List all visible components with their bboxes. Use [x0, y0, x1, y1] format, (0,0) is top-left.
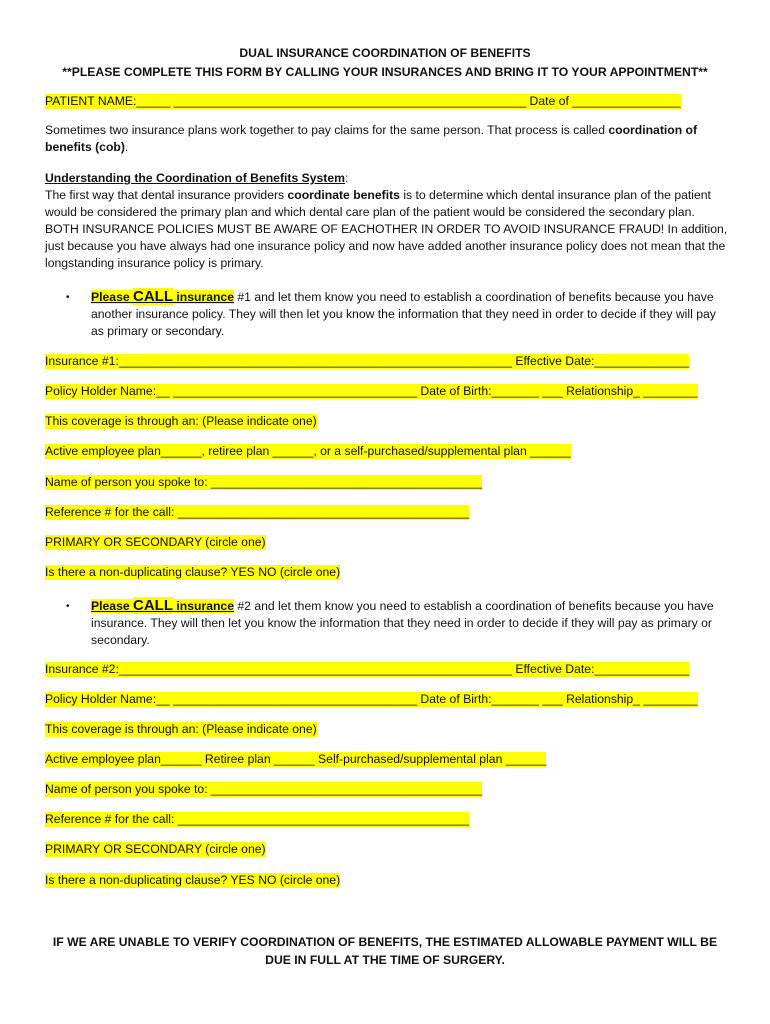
- understanding-colon: :: [344, 171, 349, 185]
- policy-holder2-field[interactable]: Policy Holder Name:__ ____________________________________ Date of Birth:_______ ___ Relationship_ ________: [45, 692, 698, 706]
- section2-instruction-text: #2 and let them know you need to establish a coordination of benefits because you have insurance. They will then let you know the information that they need in order to decide if they will pay as primary or secondary.: [91, 599, 714, 647]
- spoke-to1-field[interactable]: Name of person you spoke to: ________________________________________: [45, 475, 483, 489]
- coverage2-label: This coverage is through an: (Please indicate one): [45, 722, 317, 736]
- intro-text: Sometimes two insurance plans work together to pay claims for the same person. That process is called: [45, 123, 609, 137]
- bullet-icon: •: [66, 292, 70, 303]
- insurance1-field[interactable]: Insurance #1:__________________________________________________________ Effective Date:______________: [45, 354, 690, 368]
- section1-insurance: insurance: [173, 290, 234, 304]
- intro-paragraph: [45, 122, 730, 156]
- section2-please: Please: [91, 599, 134, 613]
- section1-instruction-text: #1 and let them know you need to establish a coordination of benefits because you have another insurance policy. They will then let you know the information that they need in order to decide if they will pay as primary or secondary.: [91, 290, 716, 338]
- section2-insurance: insurance: [173, 599, 234, 613]
- section2-instruction: [91, 597, 716, 649]
- primary-secondary2-field[interactable]: PRIMARY OR SECONDARY (circle one): [45, 842, 266, 856]
- understanding-section: [45, 170, 730, 272]
- understanding-heading: Understanding the Coordination of Benefits System: [45, 171, 345, 185]
- understanding-text-rest: is to determine which dental insurance plan of the patient would be considered the primary plan and which dental care plan of the patient would be considered the secondary plan. BOTH INSURANCE POLICIES MUST BE AWARE OF EACHOTHER IN ORDER TO AVOID INSURANCE FRAUD! In addition, just because you have always had one insurance policy and now have added another insurance policy does not mean that the longstanding insurance policy is primary.: [45, 188, 728, 270]
- intro-end: .: [124, 140, 129, 154]
- form-subtitle: **PLEASE COMPLETE THIS FORM BY CALLING YOUR INSURANCES AND BRING IT TO YOUR APPOINTMENT**: [62, 65, 708, 79]
- coverage1-label: This coverage is through an: (Please indicate one): [45, 414, 317, 428]
- plan-type2-field[interactable]: Active employee plan______ Retiree plan ______ Self-purchased/supplemental plan ______: [45, 752, 547, 766]
- footer-notice: IF WE ARE UNABLE TO VERIFY COORDINATION OF BENEFITS, THE ESTIMATED ALLOWABLE PAYMENT WILL BE DUE IN FULL AT THE TIME OF SURGERY.: [52, 935, 718, 967]
- intro-cob-term: coordination of benefits (cob): [45, 123, 698, 154]
- non-dup-clause1-field[interactable]: Is there a non-duplicating clause? YES NO (circle one): [45, 565, 341, 579]
- section1-instruction: [91, 288, 716, 340]
- spoke-to2-field[interactable]: Name of person you spoke to: ________________________________________: [45, 782, 483, 796]
- non-dup-clause2-field[interactable]: Is there a non-duplicating clause? YES NO (circle one): [45, 873, 341, 887]
- section2-call: CALL: [133, 597, 174, 614]
- plan-type1-field[interactable]: Active employee plan______, retiree plan ______, or a self-purchased/supplemental plan ______: [45, 444, 571, 458]
- form-title: DUAL INSURANCE COORDINATION OF BENEFITS: [239, 46, 531, 60]
- reference1-field[interactable]: Reference # for the call: ___________________________________________: [45, 505, 470, 519]
- policy-holder1-field[interactable]: Policy Holder Name:__ ____________________________________ Date of Birth:_______ ___ Relationship_ ________: [45, 384, 698, 398]
- section1-call: CALL: [133, 288, 174, 305]
- understanding-bold-term: coordinate benefits: [287, 188, 400, 202]
- insurance2-field[interactable]: Insurance #2:__________________________________________________________ Effective Date:______________: [45, 662, 690, 676]
- primary-secondary1-field[interactable]: PRIMARY OR SECONDARY (circle one): [45, 535, 266, 549]
- section1-please: Please: [91, 290, 134, 304]
- patient-name-field[interactable]: PATIENT NAME:_____ ____________________________________________________ Date of ________________: [45, 94, 681, 108]
- reference2-field[interactable]: Reference # for the call: ___________________________________________: [45, 812, 470, 826]
- understanding-text-start: The first way that dental insurance providers: [45, 188, 288, 202]
- bullet-icon: •: [66, 601, 70, 612]
